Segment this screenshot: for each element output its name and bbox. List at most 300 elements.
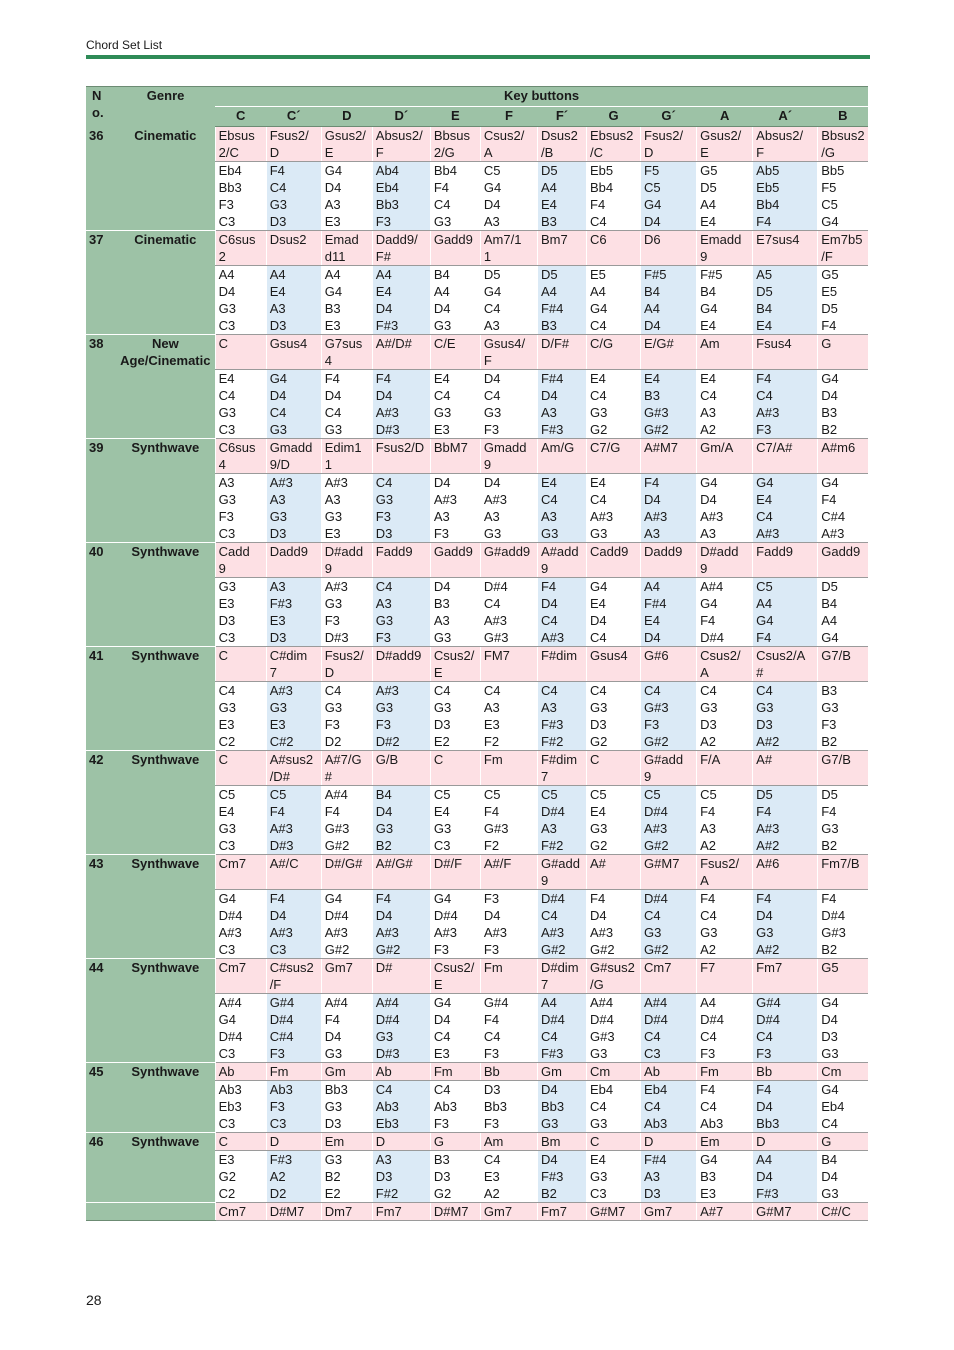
chord-name-cell: C#/C [818,1203,868,1221]
chord-name-cell: Ab [215,1063,266,1081]
voicing-notes-cell: G5 D5 A4 E4 [697,162,753,231]
key-buttons-header: Key buttons [215,87,868,107]
chord-row [86,1133,868,1151]
voicing-notes-cell: Bb4 F4 C4 G3 [430,162,480,231]
chord-name-cell: Csus2/ E [430,959,480,994]
voicing-notes-cell: D5 F4 G3 B2 [818,786,868,855]
chord-name-cell: G7/B [818,751,868,786]
voicing-notes-cell: A#3 G3 F3 D#3 [321,578,372,647]
chord-name-cell: Emad d11 [321,231,372,266]
chord-set-table [86,86,868,1221]
voicing-notes-cell: C4 G3 E3 C2 [215,682,266,751]
chord-name-cell: C [215,647,266,682]
chord-name-cell: D [753,1133,818,1151]
chord-name-cell: D/F# [537,335,586,370]
chord-name-cell: Fadd9 [753,543,818,578]
chord-name-cell: D#/G# [321,855,372,890]
voicing-notes-cell: G4 D#4 A#3 F3 [430,890,480,959]
chord-name-cell: Gm/A [697,439,753,474]
chord-row [86,751,868,786]
chord-name-cell: D [641,1133,697,1151]
voicing-notes-cell: F4 D4 A#3 G#2 [587,890,641,959]
chord-name-cell: Dsus2 [266,231,321,266]
voicing-notes-cell: D#4 C4 A#3 G#2 [537,890,586,959]
voicing-notes-cell: Ab3 F3 C3 [266,1081,321,1133]
chord-name-cell: D#add 9 [321,543,372,578]
voicing-notes-cell: F4 D#4 G#3 B2 [818,890,868,959]
voicing-notes-cell: A#4 G4 F4 D#4 [697,578,753,647]
chord-name-cell: C7/G [587,439,641,474]
voicing-notes-cell: D5 A4 F#4 B3 [537,266,586,335]
chord-name-cell: Csus2/ A [480,127,537,162]
voicing-notes-cell: A#3 G3 E3 C#2 [266,682,321,751]
chord-name-cell: D#dim 7 [537,959,586,994]
set-number: 43 [86,855,116,959]
chord-row [86,647,868,682]
chord-name-cell: Csus2/ A [697,647,753,682]
chord-name-cell: C [215,1133,266,1151]
chord-name-cell: Am [480,1133,537,1151]
voicing-notes-cell: G4 D4 C4 E3 [430,994,480,1063]
chord-name-cell: C/G [587,335,641,370]
voicing-notes-cell: D4 F#3 B2 [537,1151,586,1203]
chord-name-cell: A#/F [480,855,537,890]
chord-name-cell: A#7/G # [321,751,372,786]
genre-label: Synthwave [116,959,215,1063]
running-head: Chord Set List [86,38,163,52]
voicing-notes-cell: Ab5 Eb5 Bb4 F4 [753,162,818,231]
voicing-notes-cell: C4 G3 D3 E2 [430,682,480,751]
chord-name-cell: Bb [480,1063,537,1081]
chord-name-cell: C [215,335,266,370]
set-number: 36 [86,127,116,231]
genre-label: Synthwave [116,1063,215,1133]
voicing-notes-cell: D4 C4 G3 F3 [480,370,537,439]
key-header: C [215,107,266,127]
voicing-notes-cell: G3 E3 D3 C3 [215,578,266,647]
chord-name-cell: Gm [537,1063,586,1081]
voicing-notes-cell: D4 B3 A3 G3 [430,578,480,647]
chord-row [86,439,868,474]
voicing-notes-cell: F#4 D4 A3 F#3 [537,370,586,439]
set-number: 42 [86,751,116,855]
voicing-notes-cell: G4 B3 E3 [697,1151,753,1203]
chord-name-cell: A#/G# [372,855,430,890]
chord-name-cell: Ebsus2 /C [587,127,641,162]
chord-name-cell: Cm7 [215,959,266,994]
chord-name-cell: Fm7 [753,959,818,994]
chord-name-cell: Fm [430,1063,480,1081]
set-number: 40 [86,543,116,647]
no-column-header: N o. [86,87,116,127]
chord-name-cell: C#dim 7 [266,647,321,682]
chord-name-cell: G5 [818,959,868,994]
chord-name-cell: Csus2/ E [430,647,480,682]
voicing-notes-cell: C4 G#3 F3 G#2 [641,682,697,751]
genre-label: Synthwave [116,647,215,751]
chord-name-cell: E7sus4 [753,231,818,266]
genre-label: Cinematic [116,231,215,335]
chord-name-cell: Dadd9 [641,543,697,578]
voicing-notes-cell: F4 D4 A#3 C3 [266,890,321,959]
chord-name-cell: Bb [753,1063,818,1081]
chord-name-cell: Cm [818,1063,868,1081]
voicing-notes-cell: A3 F#3 E3 D3 [266,578,321,647]
key-header: F´ [537,107,586,127]
chord-name-cell: G7/B [818,647,868,682]
chord-name-cell: Fm [697,1063,753,1081]
chord-name-cell: D#add 9 [697,543,753,578]
voicing-notes-cell: C5 A4 G4 F4 [753,578,818,647]
key-header: A [697,107,753,127]
chord-name-cell: Bbsus 2/G [430,127,480,162]
key-header: E [430,107,480,127]
key-header: F [480,107,537,127]
voicing-notes-cell: G4 D4 A3 E3 [321,162,372,231]
chord-name-cell: A#m6 [818,439,868,474]
voicing-notes-cell: A4 E4 D4 F#3 [372,266,430,335]
key-header: D [321,107,372,127]
chord-name-cell: Gadd9 [430,543,480,578]
set-number: 46 [86,1133,116,1203]
chord-name-cell: D#/F [430,855,480,890]
voicing-notes-cell: A#3 A3 G3 D3 [266,474,321,543]
voicing-notes-cell: C5 D#4 A#3 G#2 [641,786,697,855]
chord-row [86,543,868,578]
chord-name-cell: A#sus2 /D# [266,751,321,786]
voicing-notes-cell: F4 C4 G3 D3 [266,162,321,231]
chord-name-cell: C [587,751,641,786]
chord-name-cell: Dsus2 /B [537,127,586,162]
voicing-notes-cell: D5 F4 A#3 A#2 [753,786,818,855]
chord-name-cell: Cm7 [215,855,266,890]
voicing-notes-cell: G4 F4 C#4 A#3 [818,474,868,543]
voicing-notes-cell: A4 D4 F#3 [753,1151,818,1203]
chord-name-cell: Gsus4 [587,647,641,682]
chord-name-cell: Am [697,335,753,370]
chord-name-cell: Gm [321,1063,372,1081]
page-number: 28 [86,1292,102,1308]
voicing-notes-cell: A#4 D#4 C4 C3 [641,994,697,1063]
voicing-notes-cell: C5 F4 A3 A2 [697,786,753,855]
chord-name-cell: Fm7 [372,1203,430,1221]
chord-name-cell: D [372,1133,430,1151]
voicing-notes-cell: B4 D4 G3 [818,1151,868,1203]
chord-name-cell: D#add9 [372,647,430,682]
chord-name-cell: Am/G [537,439,586,474]
voicing-notes-cell: Bb5 F5 C5 G4 [818,162,868,231]
voicing-notes-cell: E4 C4 G3 E3 [430,370,480,439]
genre-label: Synthwave [116,855,215,959]
voicing-notes-cell: G4 D4 A#3 A3 [697,474,753,543]
chord-name-cell: C/E [430,335,480,370]
voicing-notes-cell: F4 C4 A#3 F3 [753,370,818,439]
voicing-notes-cell: A#4 F4 D4 G3 [321,994,372,1063]
chord-name-cell: Dadd9 [266,543,321,578]
voicing-notes-cell: Eb4 C4 Ab3 [641,1081,697,1133]
chord-name-cell: Fm7 [537,1203,586,1221]
chord-name-cell: Dadd9/ F# [372,231,430,266]
voicing-notes-cell: A#4 F4 G#3 G#2 [321,786,372,855]
voicing-notes-cell: A4 E4 A3 D3 [266,266,321,335]
voicing-notes-cell: F4 C4 G3 A2 [697,890,753,959]
key-header: G [587,107,641,127]
chord-name-cell: Ab [641,1063,697,1081]
chord-name-cell: G/B [372,751,430,786]
voicing-notes-cell: G4 D#4 A#3 C3 [215,890,266,959]
chord-name-cell: Fsus2/D [372,439,430,474]
voicing-notes-cell: B4 A4 D4 G3 [430,266,480,335]
genre-label: Synthwave [116,439,215,543]
genre-label [116,1203,215,1221]
genre-label: Synthwave [116,1133,215,1203]
voicing-notes-cell: C5 G4 D4 A3 [480,162,537,231]
chord-name-cell: Ab [372,1063,430,1081]
chord-name-cell: G [818,1133,868,1151]
voicing-notes-cell: D4 A#3 A3 F3 [430,474,480,543]
chord-name-cell: E/G# [641,335,697,370]
chord-name-cell: Em7b5 /F [818,231,868,266]
set-number: 38 [86,335,116,439]
chord-name-cell: Fadd9 [372,543,430,578]
chord-name-cell: Am7/1 1 [480,231,537,266]
voicing-notes-cell: G#4 D#4 C#4 F3 [266,994,321,1063]
voicing-notes-cell: B3 D3 G2 [430,1151,480,1203]
chord-name-cell: F#dim [537,647,586,682]
voicing-notes-cell: G#4 F4 C4 F3 [480,994,537,1063]
voicing-notes-cell: C5 E4 G3 G2 [587,786,641,855]
chord-name-cell: Fsus2/ D [321,647,372,682]
voicing-notes-cell: F4 D4 A#3 D#3 [372,370,430,439]
chord-name-cell: A# [753,751,818,786]
voicing-notes-cell: A3 G3 F3 C3 [215,474,266,543]
voicing-notes-cell: F4 C4 Ab3 [697,1081,753,1133]
set-number [86,1203,116,1221]
chord-name-cell: A#M7 [641,439,697,474]
chord-name-cell: Fm7/B [818,855,868,890]
voicing-notes-cell: G3 B2 E2 [321,1151,372,1203]
chord-name-cell: Gsus4 [266,335,321,370]
voicing-notes-cell: E4 C4 A#3 G3 [587,474,641,543]
genre-column-header: Genre [116,87,215,127]
voicing-notes-cell: C5 E4 G3 C3 [430,786,480,855]
chord-name-cell: G#add9 [480,543,537,578]
chord-name-cell: Gsus4/ F [480,335,537,370]
chord-name-cell: FM7 [480,647,537,682]
voicing-notes-cell: G4 Eb4 C4 [818,1081,868,1133]
voicing-notes-cell: A5 D5 B4 E4 [753,266,818,335]
chord-name-cell: Bm7 [537,231,586,266]
chord-name-cell: Cm7 [641,959,697,994]
voicing-notes-cell: A#3 G3 F3 D#2 [372,682,430,751]
voicing-notes-cell: E5 A4 G4 C4 [587,266,641,335]
chord-set-body [86,127,868,1221]
voicing-notes-cell: G4 E4 C4 A#3 [753,474,818,543]
chord-name-cell: A#6 [753,855,818,890]
voicing-notes-cell: F#4 A3 D3 [641,1151,697,1203]
chord-name-cell: Cm [587,1063,641,1081]
voicing-notes-cell: D3 Bb3 F3 [480,1081,537,1133]
voicing-notes-cell: A4 D#4 C4 F3 [697,994,753,1063]
voicing-notes-cell: F4 D4 Bb3 [753,1081,818,1133]
key-header: A´ [753,107,818,127]
chord-row [86,231,868,266]
voicing-notes-cell: C4 A3 G3 F3 [372,578,430,647]
key-header: B [818,107,868,127]
chord-row [86,127,868,162]
voicing-notes-cell: A#4 D#4 G#3 G3 [587,994,641,1063]
voicing-notes-cell: G4 E4 D4 C4 [587,578,641,647]
chord-name-cell: BbM7 [430,439,480,474]
chord-name-cell: F7 [697,959,753,994]
voicing-notes-cell: Bb3 G3 D3 [321,1081,372,1133]
key-header: G´ [641,107,697,127]
voicing-notes-cell: C4 G3 D3 A2 [697,682,753,751]
chord-name-cell: Fm [480,751,537,786]
voicing-notes-cell: A4 F#4 E4 D4 [641,578,697,647]
chord-name-cell: A# [587,855,641,890]
voicing-notes-cell: C4 E3 A2 [480,1151,537,1203]
voicing-notes-cell: C5 D#4 A3 F#2 [537,786,586,855]
voicing-notes-cell: E4 C4 G3 G2 [587,370,641,439]
voicing-notes-cell: F4 D4 C4 A#3 [537,578,586,647]
chord-name-cell: G#sus2 /G [587,959,641,994]
voicing-notes-cell: F3 D4 A#3 F3 [480,890,537,959]
voicing-notes-cell: Eb4 Bb3 F3 C3 [215,162,266,231]
header-rule [86,55,870,59]
voicing-notes-cell: A4 D4 G3 C3 [215,266,266,335]
set-number: 37 [86,231,116,335]
voicing-notes-cell: F4 D4 C4 G3 [321,370,372,439]
chord-name-cell: Ebsus 2/C [215,127,266,162]
voicing-notes-cell: A3 D3 F#2 [372,1151,430,1203]
set-number: 44 [86,959,116,1063]
chord-name-cell: F#dim 7 [537,751,586,786]
voicing-notes-cell: Ab3 Eb3 C3 [215,1081,266,1133]
voicing-notes-cell: F4 D4 A#3 A3 [641,474,697,543]
chord-name-cell: Edim1 1 [321,439,372,474]
chord-row [86,855,868,890]
chord-name-cell: Absus2/ F [372,127,430,162]
chord-name-cell: Gm7 [321,959,372,994]
voicing-notes-cell: E4 C4 A3 G3 [537,474,586,543]
chord-name-cell: C#sus2 /F [266,959,321,994]
chord-name-cell: Gsus2/ E [697,127,753,162]
voicing-notes-cell: A#4 G4 D#4 C3 [215,994,266,1063]
chord-name-cell: G7sus 4 [321,335,372,370]
key-header: D´ [372,107,430,127]
chord-row [86,335,868,370]
chord-name-cell: Fm [266,1063,321,1081]
voicing-notes-cell: D5 G4 C4 A3 [480,266,537,335]
voicing-notes-cell: E4 B3 G#3 G#2 [641,370,697,439]
set-number: 41 [86,647,116,751]
voicing-notes-cell: E4 C4 A3 A2 [697,370,753,439]
chord-name-cell: Fm [480,959,537,994]
voicing-notes-cell: F#5 B4 G4 E4 [697,266,753,335]
chord-name-cell: D6 [641,231,697,266]
chord-name-cell: Fsus2/ A [697,855,753,890]
chord-name-cell: D#M7 [266,1203,321,1221]
key-header: C´ [266,107,321,127]
chord-name-cell: G#M7 [587,1203,641,1221]
voicing-notes-cell: C4 G3 F3 D3 [372,474,430,543]
voicing-notes-cell: F#3 A2 D2 [266,1151,321,1203]
voicing-notes-cell: D5 B4 A4 G4 [818,578,868,647]
voicing-notes-cell: G4 D4 B3 B2 [818,370,868,439]
set-number: 45 [86,1063,116,1133]
chord-row [86,1063,868,1081]
voicing-notes-cell: E3 G2 C2 [215,1151,266,1203]
chord-name-cell: D#M7 [430,1203,480,1221]
chord-name-cell: G [430,1133,480,1151]
chord-name-cell: Fsus2/ D [641,127,697,162]
voicing-notes-cell: C4 A3 F#3 F#2 [537,682,586,751]
chord-name-cell: Fsus4 [753,335,818,370]
voicing-notes-cell: Eb5 Bb4 F4 C4 [587,162,641,231]
chord-name-cell: Emadd 9 [697,231,753,266]
chord-name-cell: Cadd 9 [215,543,266,578]
set-number: 39 [86,439,116,543]
voicing-notes-cell: G#4 D#4 C4 F3 [753,994,818,1063]
chord-name-cell: Fsus2/ D [266,127,321,162]
voicing-notes-cell: C4 G3 F3 D2 [321,682,372,751]
chord-row [86,959,868,994]
chord-name-cell: C [587,1133,641,1151]
genre-label: Synthwave [116,543,215,647]
chord-name-cell: Csus2/A # [753,647,818,682]
voicing-notes-cell: B3 G3 F3 B2 [818,682,868,751]
chord-name-cell: Em [321,1133,372,1151]
chord-name-cell: Em [697,1133,753,1151]
chord-name-cell: A#7 [697,1203,753,1221]
chord-name-cell: Cadd9 [587,543,641,578]
voicing-notes-cell: E4 C4 G3 C3 [215,370,266,439]
voicing-notes-cell: G5 E5 D5 F4 [818,266,868,335]
voicing-notes-cell: Ab4 Eb4 Bb3 F3 [372,162,430,231]
voicing-notes-cell: G4 D#4 A#3 G#2 [321,890,372,959]
voicing-notes-cell: C4 A3 E3 F2 [480,682,537,751]
voicing-notes-cell: F4 D4 A#3 G#2 [372,890,430,959]
voicing-notes-cell: G4 D4 D3 G3 [818,994,868,1063]
chord-name-cell: C6sus 4 [215,439,266,474]
header-row-top [86,87,868,107]
voicing-notes-cell: C4 G3 D3 A#2 [753,682,818,751]
voicing-notes-cell: C4 Ab3 Eb3 [372,1081,430,1133]
voicing-notes-cell: D4 A#3 A3 G3 [480,474,537,543]
voicing-notes-cell: C5 E4 G3 C3 [215,786,266,855]
chord-name-cell: G#M7 [753,1203,818,1221]
voicing-notes-cell: E4 G3 C3 [587,1151,641,1203]
chord-name-cell: Gm7 [641,1203,697,1221]
chord-name-cell: A#/D# [372,335,430,370]
chord-name-cell: F/A [697,751,753,786]
voicing-notes-cell: D#4 C4 G3 G#2 [641,890,697,959]
chord-name-cell: C7/A# [753,439,818,474]
chord-name-cell: Gadd9 [430,231,480,266]
voicing-notes-cell: C4 Ab3 F3 [430,1081,480,1133]
chord-name-cell: Gmadd 9 [480,439,537,474]
chord-name-cell: A#add 9 [537,543,586,578]
chord-name-cell: Bbsus2 /G [818,127,868,162]
voicing-notes-cell: A4 G4 B3 E3 [321,266,372,335]
chord-name-cell: Bm [537,1133,586,1151]
chord-name-cell: G#add 9 [537,855,586,890]
chord-name-cell: C6sus 2 [215,231,266,266]
voicing-notes-cell: F#5 B4 A4 D4 [641,266,697,335]
voicing-notes-cell: D5 A4 E4 B3 [537,162,586,231]
voicing-notes-cell: A#4 D#4 G3 D#3 [372,994,430,1063]
